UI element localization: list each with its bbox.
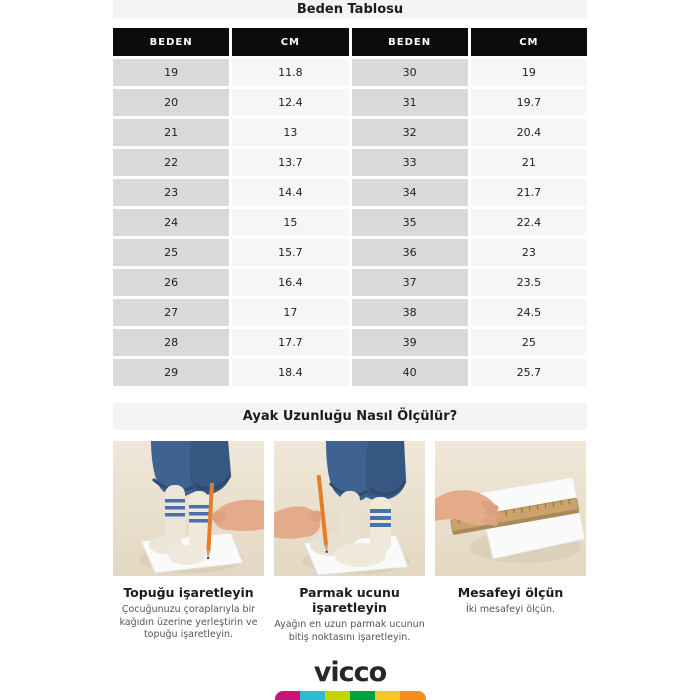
size-value-cell: 31	[352, 89, 468, 116]
size-value-cell: 27	[113, 299, 229, 326]
step-description: Çocuğunuzu çoraplarıyla bir kağıdın üzerine yerleştirin ve topuğu işaretleyin.	[119, 604, 258, 641]
column-header-cm-left: CM	[232, 28, 348, 56]
size-value-cell: 19	[113, 59, 229, 86]
brand-color-segment	[325, 691, 350, 700]
cm-value-cell: 17.7	[232, 329, 348, 356]
size-value-cell: 35	[352, 209, 468, 236]
cm-value-cell: 21	[471, 149, 587, 176]
step-heading: Parmak ucunu işaretleyin	[299, 585, 400, 615]
size-value-cell: 29	[113, 359, 229, 386]
size-value-cell: 32	[352, 119, 468, 146]
step-card-mark-heel	[113, 441, 264, 642]
size-value-cell: 38	[352, 299, 468, 326]
size-table	[113, 28, 587, 386]
step-heading: Topuğu işaretleyin	[123, 585, 254, 600]
measure-steps	[113, 441, 587, 644]
size-value-cell: 39	[352, 329, 468, 356]
cm-value-cell: 23.5	[471, 269, 587, 296]
cm-value-cell: 13	[232, 119, 348, 146]
cm-value-cell: 11.8	[232, 59, 348, 86]
cm-value-cell: 23	[471, 239, 587, 266]
cm-value-cell: 12.4	[232, 89, 348, 116]
cm-value-cell: 14.4	[232, 179, 348, 206]
size-value-cell: 20	[113, 89, 229, 116]
cm-value-cell: 20.4	[471, 119, 587, 146]
column-header-beden-right: BEDEN	[352, 28, 468, 56]
pencil-marking-heel-photo	[113, 441, 264, 576]
cm-value-cell: 17	[232, 299, 348, 326]
brand-color-segment	[400, 691, 425, 700]
cm-value-cell: 25	[471, 329, 587, 356]
size-value-cell: 40	[352, 359, 468, 386]
cm-value-cell: 19	[471, 59, 587, 86]
step-card-measure-distance	[435, 441, 586, 617]
step-description: Ayağın en uzun parmak ucunun bitiş noktasını işaretleyin.	[274, 619, 425, 643]
brand-color-segment	[300, 691, 325, 700]
footer	[113, 658, 587, 700]
size-value-cell: 34	[352, 179, 468, 206]
size-value-cell: 25	[113, 239, 229, 266]
cm-value-cell: 13.7	[232, 149, 348, 176]
size-value-cell: 36	[352, 239, 468, 266]
brand-color-segment	[350, 691, 375, 700]
brand-color-segment	[275, 691, 300, 700]
brand-color-segment	[375, 691, 400, 700]
size-value-cell: 24	[113, 209, 229, 236]
cm-value-cell: 22.4	[471, 209, 587, 236]
cm-value-cell: 24.5	[471, 299, 587, 326]
size-value-cell: 23	[113, 179, 229, 206]
cm-value-cell: 18.4	[232, 359, 348, 386]
size-value-cell: 37	[352, 269, 468, 296]
step-heading: Mesafeyi ölçün	[457, 585, 564, 600]
cm-value-cell: 21.7	[471, 179, 587, 206]
size-value-cell: 26	[113, 269, 229, 296]
column-header-beden-left: BEDEN	[113, 28, 229, 56]
pencil-marking-toe-photo	[274, 441, 425, 576]
cm-value-cell: 25.7	[471, 359, 587, 386]
step-description: İki mesafeyi ölçün.	[465, 604, 556, 615]
size-value-cell: 28	[113, 329, 229, 356]
size-value-cell: 30	[352, 59, 468, 86]
cm-value-cell: 15	[232, 209, 348, 236]
vicco-logo: vicco	[313, 657, 387, 689]
brand-color-bar	[275, 691, 426, 700]
cm-value-cell: 15.7	[232, 239, 348, 266]
cm-value-cell: 16.4	[232, 269, 348, 296]
size-value-cell: 22	[113, 149, 229, 176]
size-table-title: Beden Tablosu	[113, 0, 587, 19]
size-guide-page	[113, 0, 587, 700]
column-header-cm-right: CM	[471, 28, 587, 56]
measure-guide-title: Ayak Uzunluğu Nasıl Ölçülür?	[113, 403, 587, 430]
ruler-measuring-paper-photo	[435, 441, 586, 576]
size-value-cell: 21	[113, 119, 229, 146]
size-value-cell: 33	[352, 149, 468, 176]
cm-value-cell: 19.7	[471, 89, 587, 116]
step-card-mark-toe	[274, 441, 425, 644]
